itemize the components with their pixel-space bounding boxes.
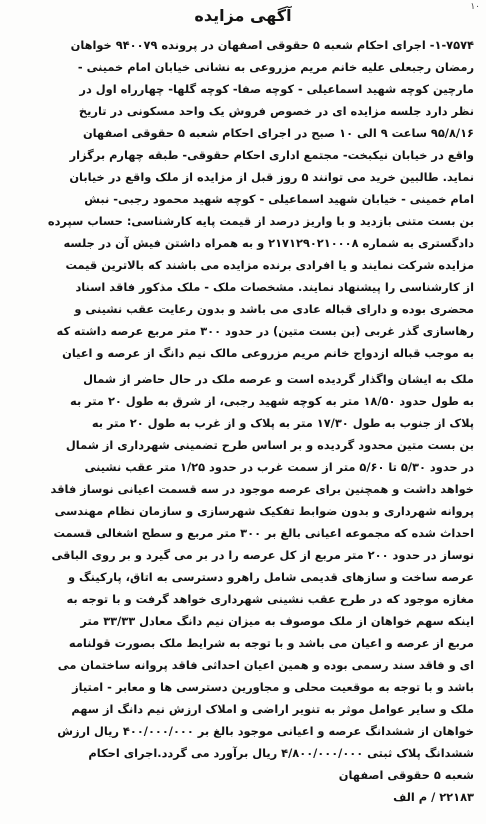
corner-mark: ۱۰ bbox=[470, 2, 480, 12]
text-line: ۲۲۱۸۳ / م الف bbox=[393, 790, 474, 804]
text-line: نوساز در حدود ۲۰۰ متر مربع از کل عرصه را در بر می گیرد و بر روی الباقی bbox=[51, 548, 474, 562]
page-title: آگهی مزایده bbox=[194, 6, 292, 25]
text-line: امام خمینی - خیابان شهید اسماعیلی - کوچه شهید محمود رجبی- نبش bbox=[84, 192, 474, 206]
text-line: مزایده شرکت نمایند و یا افرادی برنده مزایده می باشند که بالاترین قیمت bbox=[65, 258, 474, 272]
text-line: محضری بوده و دارای قباله عادی می باشد و بدون رعایت عقب نشینی و bbox=[74, 302, 474, 316]
text-line: مارچین کوچه شهید اسماعیلی - کوچه صفا- کوچه گلها- چهارراه اول در bbox=[79, 82, 474, 96]
text-line: مربع از عرصه و اعیان می باشد و با توجه به شرایط ملک بصورت قولنامه bbox=[68, 636, 474, 650]
text-line: اینکه سهم خواهان از ملک موصوف به میزان نیم دانگ معادل ۳۳/۳۳ متر bbox=[80, 614, 474, 628]
text-line: احداث شده که مجموعه اعیانی بالغ بر ۳۰۰ متر مربع و سطح اشغالی قسمت bbox=[53, 526, 474, 540]
text-line: خواهان از ششدانگ عرصه و اعیانی موجود بالغ بر ۴۰۰/۰۰۰/۰۰۰ ریال ارزش bbox=[57, 724, 474, 738]
text-line: بن بست متنی بازدید و با واریز درصد از قیمت پایه کارشناسی: حساب سپرده bbox=[47, 214, 474, 228]
text-line: نماید. طالبین خرید می توانند ۵ روز قبل از مزایده از ملک واقع در خیابان bbox=[69, 170, 474, 184]
text-line: خواهد داشت و همچنین برای عرصه موجود در سه قسمت اعیانی نوساز فاقد bbox=[50, 482, 474, 496]
text-line: به طول حدود ۱۸/۵۰ متر به کوچه شهید رجبی، از شرق به طول ۲۰ متر به bbox=[70, 394, 474, 408]
text-line: ملک و سایر عوامل موثر به تنویر اراضی و املاک ارزش نیم دانگ از سهم bbox=[71, 702, 474, 716]
text-line: ۹۵/۸/۱۶ ساعت ۹ الی ۱۰ صبح در اجرای احکام شعبه ۵ حقوقی اصفهان bbox=[82, 126, 474, 140]
text-line: عرصه ساخت و سازهای قدیمی شامل راهرو دسترسی به اتاق، پارکینگ و bbox=[67, 570, 474, 584]
text-line: بن بست متین محدود گردیده و بر اساس طرح تضمینی شهرداری از شمال bbox=[65, 438, 474, 452]
text-line: شعبه ۵ حقوقی اصفهان bbox=[338, 768, 474, 782]
text-line: واقع در خیابان نیکبخت- مجتمع اداری احکام حقوقی- طبقه چهارم برگزار bbox=[69, 148, 474, 162]
text-line: باشد و با توجه به موقعیت محلی و مجاورین دسترسی ها و معابر - امتیاز bbox=[72, 680, 474, 694]
text-line: ای و فاقد سند رسمی بوده و همین اعیان احداثی فاقد پروانه ساختمان می bbox=[57, 658, 474, 672]
notice-paragraph-1 bbox=[12, 34, 474, 364]
text-line: از کارشناسی را پیشنهاد نمایند. مشخصات ملک - ملک مذکور فاقد اسناد bbox=[75, 280, 474, 294]
text-line: پروانه شهرداری و بدون ضوابط تفکیک شهرسازی و سازمان نظام مهندسی bbox=[54, 504, 474, 518]
text-line: به موجب قباله ازدواج خانم مریم مزروعی مالک نیم دانگ از عرصه و اعیان bbox=[62, 346, 474, 360]
text-line: در حدود ۵/۳۰ تا ۵/۶۰ متر از سمت غرب در حدود ۱/۲۵ متر عقب نشینی bbox=[84, 460, 474, 474]
text-line: رهاسازی گذر غربی (بن بست متین) در حدود ۳۰۰ متر مربع عرصه داشته که bbox=[56, 324, 474, 338]
text-line: دادگستری به شماره ۲۱۷۱۲۹۰۲۱۰۰۰۸ و به همراه داشتن فیش آن در جلسه bbox=[63, 236, 474, 250]
text-line: رمضان رجبعلی علیه خانم مریم مزروعی به نشانی خیابان امام خمینی - bbox=[77, 60, 474, 74]
text-line: پلاک از جنوب به طول ۱۷/۳۰ متر به پلاک و از غرب به طول ۲۰ متر به bbox=[91, 416, 474, 430]
text-line: ششدانگ پلاک ثبتی ۴/۸۰۰/۰۰۰/۰۰۰ ریال برآورد می گردد.اجرای احکام bbox=[88, 746, 474, 760]
notice-paragraph-2 bbox=[12, 368, 474, 820]
text-line: مغازه موجود که در طرح عقب نشینی شهرداری خواهد گرفت و با توجه به bbox=[66, 592, 474, 606]
text-line: ۱-۷۵۷۴- اجرای احکام شعبه ۵ حقوقی اصفهان در پرونده ۹۴۰۰۷۹ خواهان bbox=[70, 38, 474, 52]
text-line: ملک به ایشان واگذار گردیده است و عرصه ملک در حال حاضر از شمال bbox=[83, 372, 474, 386]
text-line: نظر دارد جلسه مزایده ای در خصوص فروش یک واحد مسکونی در تاریخ bbox=[78, 104, 474, 118]
